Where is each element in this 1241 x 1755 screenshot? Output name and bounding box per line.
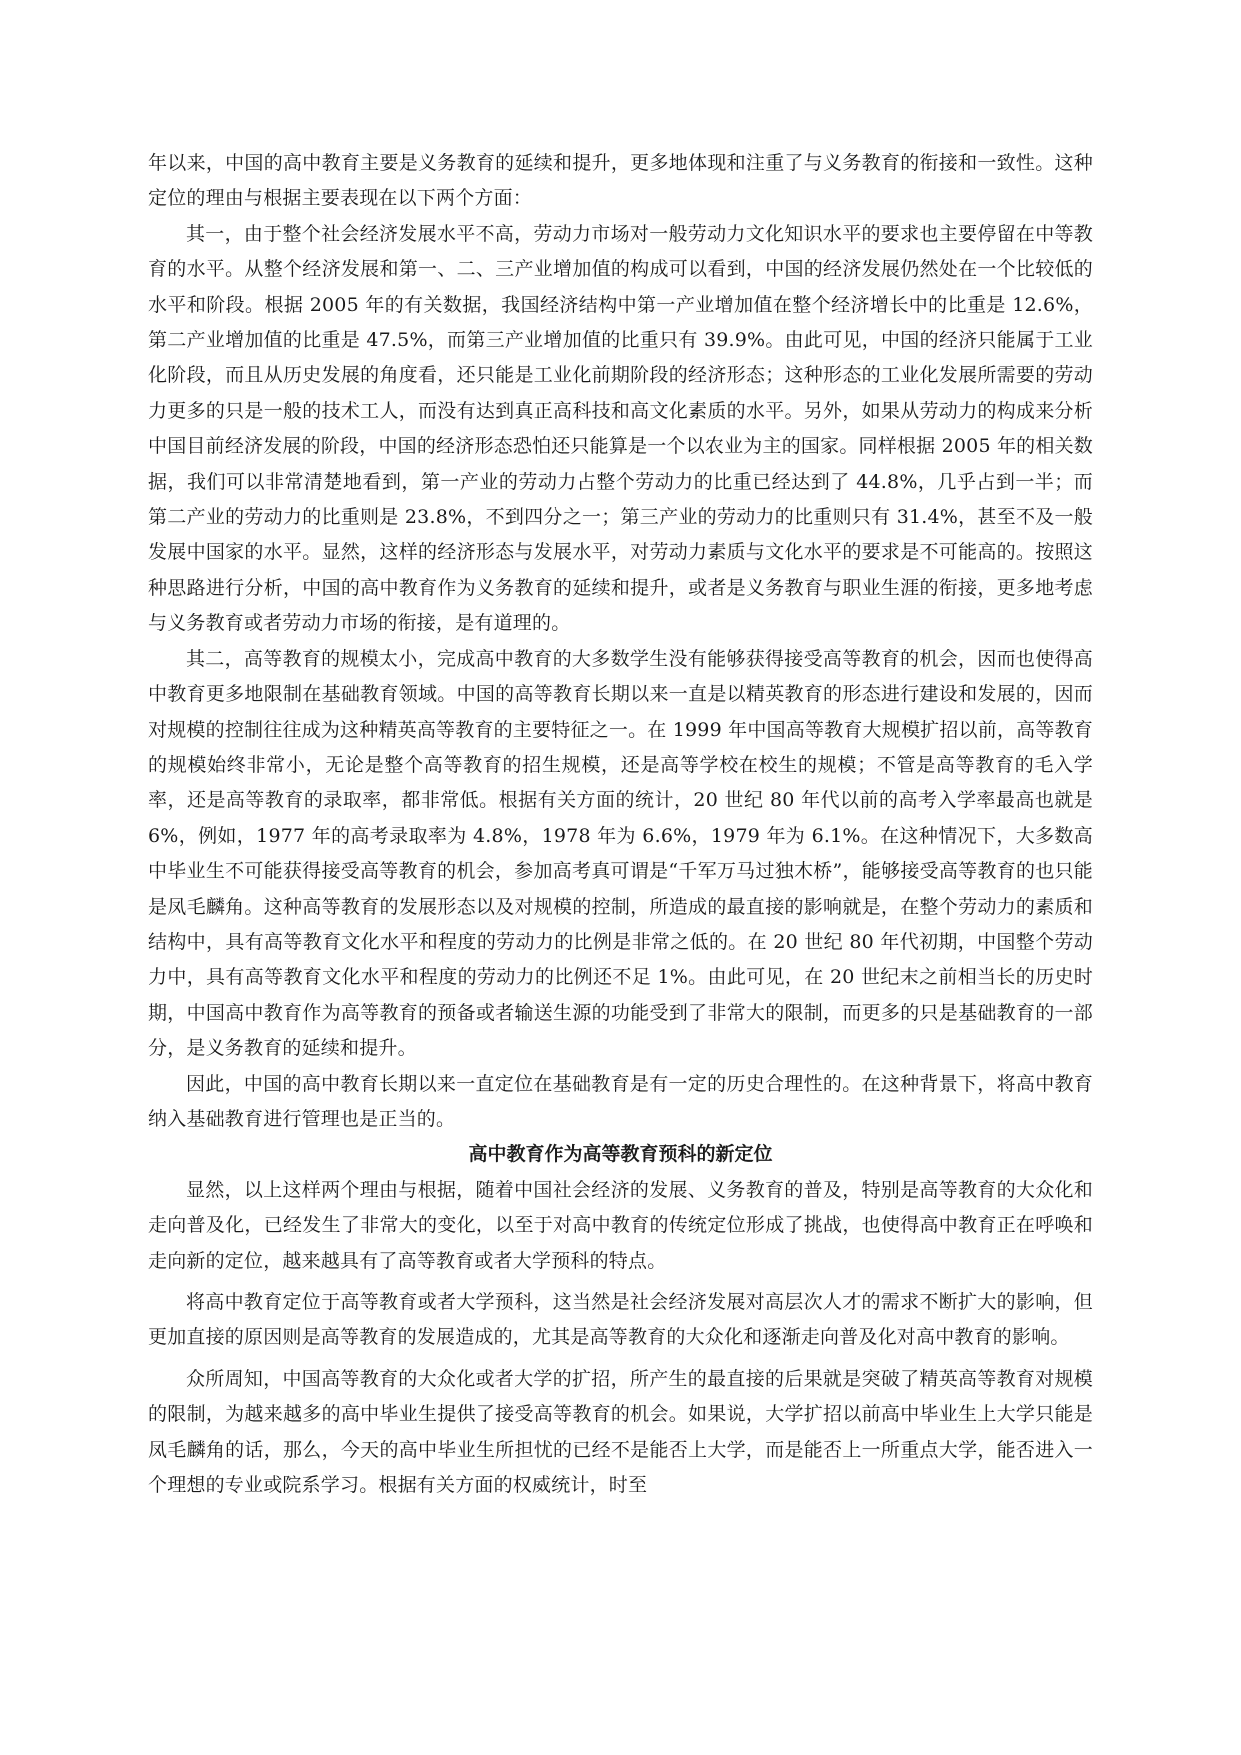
paragraph-conclusion: 因此，中国的高中教育长期以来一直定位在基础教育是有一定的历史合理性的。在这种背景下，将高中教育纳入基础教育进行管理也是正当的。 xyxy=(148,1072,1093,1130)
paragraph-reason-two: 其二，高等教育的规模太小，完成高中教育的大多数学生没有能够获得接受高等教育的机会，因而也使得高中教育更多地限制在基础教育领域。中国的高等教育长期以来一直是以精英教育的形态进行建设和发展的，因而对规模的控制往往成为这种精英高等教育的主要特征之一。在 1999 年中国高等教育大规模扩招以前，高等教育的规模始终非常小，无论是整个高等教育的招生规模，还是高等学校在校生的规模；不管是高等教育的毛入学率，还是高等教育的录取率，都非常低。根据有关方面的统计，20 世纪 80 年代以前的高考入学率最高也就是 6%，例如，1977 年的高考录取率为 4.8%，1978 年为 6.6%，1979 年为 6.1%。在这种情况下，大多数高中毕业生不可能获得接受高等教育的机会，参加高考真可谓是“千军万马过独木桥”，能够接受高等教育的也只能是凤毛麟角。这种高等教育的发展形态以及对规模的控制，所造成的最直接的影响就是，在整个劳动力的素质和结构中，具有高等教育文化水平和程度的劳动力的比例是非常之低的。在 20 世纪 80 年代初期，中国整个劳动力中，具有高等教育文化水平和程度的劳动力的比例还不足 1%。由此可见，在 20 世纪末之前相当长的历史时期，中国高中教育作为高等教育的预备或者输送生源的功能受到了非常大的限制，而更多的只是基础教育的一部分，是义务教育的延续和提升。 xyxy=(148,647,1093,1060)
document-page xyxy=(148,146,1093,1503)
paragraph-new-positioning-3: 众所周知，中国高等教育的大众化或者大学的扩招，所产生的最直接的后果就是突破了精英高等教育对规模的限制，为越来越多的高中毕业生提供了接受高等教育的机会。如果说，大学扩招以前高中毕业生上大学只能是凤毛麟角的话，那么，今天的高中毕业生所担忧的已经不是能否上大学，而是能否上一所重点大学，能否进入一个理想的专业或院系学习。根据有关方面的权威统计，时至 xyxy=(148,1367,1093,1497)
section-heading: 高中教育作为高等教育预科的新定位 xyxy=(468,1143,773,1166)
paragraph-new-positioning-2: 将高中教育定位于高等教育或者大学预科，这当然是社会经济发展对高层次人才的需求不断扩大的影响，但更加直接的原因则是高等教育的发展造成的，尤其是高等教育的大众化和逐渐走向普及化对高中教育的影响。 xyxy=(148,1291,1093,1349)
paragraph-reason-one: 其一，由于整个社会经济发展水平不高，劳动力市场对一般劳动力文化知识水平的要求也主要停留在中等教育的水平。从整个经济发展和第一、二、三产业增加值的构成可以看到，中国的经济发展仍然处在一个比较低的水平和阶段。根据 2005 年的有关数据，我国经济结构中第一产业增加值在整个经济增长中的比重是 12.6%，第二产业增加值的比重是 47.5%，而第三产业增加值的比重只有 39.9%。由此可见，中国的经济只能属于工业化阶段，而且从历史发展的角度看，还只能是工业化前期阶段的经济形态；这种形态的工业化发展所需要的劳动力更多的只是一般的技术工人，而没有达到真正高科技和高文化素质的水平。另外，如果从劳动力的构成来分析中国目前经济发展的阶段，中国的经济形态恐怕还只能算是一个以农业为主的国家。同样根据 2005 年的相关数据，我们可以非常清楚地看到，第一产业的劳动力占整个劳动力的比重已经达到了 44.8%，几乎占到一半；而第二产业的劳动力的比重则是 23.8%，不到四分之一；第三产业的劳动力的比重则只有 31.4%，甚至不及一般发展中国家的水平。显然，这样的经济形态与发展水平，对劳动力素质与文化水平的要求是不可能高的。按照这种思路进行分析，中国的高中教育作为义务教育的延续和提升，或者是义务教育与职业生涯的衔接，更多地考虑与义务教育或者劳动力市场的衔接，是有道理的。 xyxy=(148,222,1093,635)
paragraph-new-positioning-1: 显然，以上这样两个理由与根据，随着中国社会经济的发展、义务教育的普及，特别是高等教育的大众化和走向普及化，已经发生了非常大的变化，以至于对高中教育的传统定位形成了挑战，也使得高中教育正在呼唤和走向新的定位，越来越具有了高等教育或者大学预科的特点。 xyxy=(148,1178,1093,1272)
paragraph-continuation: 年以来，中国的高中教育主要是义务教育的延续和提升，更多地体现和注重了与义务教育的衔接和一致性。这种定位的理由与根据主要表现在以下两个方面： xyxy=(148,152,1093,210)
